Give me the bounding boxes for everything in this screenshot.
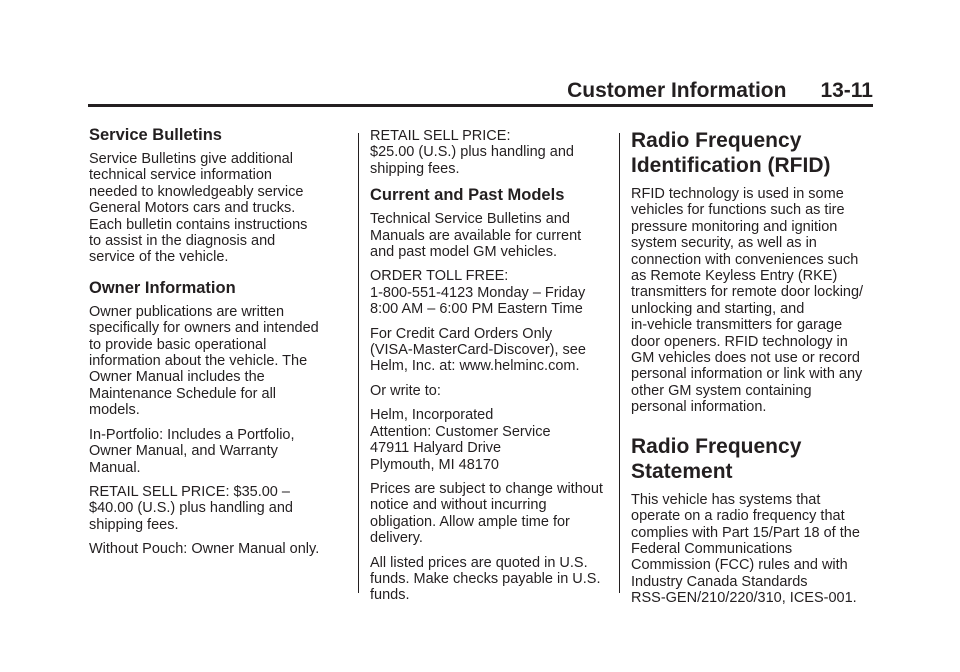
text-line: complies with Part 15/Part 18 of the: [631, 524, 860, 541]
paragraph-owner-information: [89, 304, 349, 419]
text-line: as Remote Keyless Entry (RKE): [631, 268, 838, 285]
text-line: information about the vehicle. The: [89, 353, 308, 370]
text-line: General Motors cars and trucks.: [89, 200, 296, 217]
paragraph-rfid: [631, 186, 891, 416]
column-3: [631, 128, 891, 615]
text-line: personal information or link with any: [631, 366, 863, 383]
text-line: Radio Frequency: [631, 434, 802, 458]
paragraph-write-to: [370, 383, 630, 399]
text-line: Industry Canada Standards: [631, 573, 808, 590]
column-1: [89, 125, 349, 566]
paragraph-retail-price-2: [370, 128, 630, 177]
text-line: operate on a radio frequency that: [631, 508, 845, 525]
header-rule: [88, 104, 873, 107]
paragraph-prices-subject: [370, 481, 630, 547]
column-divider-1: [358, 133, 359, 593]
text-line: to assist in the diagnosis and: [89, 233, 276, 250]
text-line: Service Bulletins give additional: [89, 151, 293, 167]
column-2: [370, 128, 630, 612]
text-line: Or write to:: [370, 382, 441, 399]
text-line: (VISA-MasterCard-Discover), see: [370, 342, 586, 359]
text-line: 1-800-551-4123 Monday – Friday: [370, 284, 586, 301]
text-line: personal information.: [631, 399, 767, 416]
text-line: funds. Make checks payable in U.S.: [370, 570, 601, 587]
heading-rfid: [631, 128, 891, 178]
text-line: Each bulletin contains instructions: [89, 216, 308, 233]
paragraph-retail-price-1: [89, 484, 349, 533]
section-title: Customer Information: [567, 79, 787, 102]
text-line: RETAIL SELL PRICE: $35.00 –: [89, 483, 290, 500]
text-line: unlocking and starting, and: [631, 300, 805, 317]
text-line: GM vehicles does not use or record: [631, 350, 860, 367]
text-line: $40.00 (U.S.) plus handling and: [89, 500, 293, 517]
text-line: RETAIL SELL PRICE:: [370, 128, 511, 144]
text-line: Owner publications are written: [89, 303, 285, 320]
text-line: specifically for owners and intended: [89, 320, 319, 337]
text-line: Radio Frequency: [631, 129, 802, 152]
text-line: system security, as well as in: [631, 235, 817, 252]
text-line: Commission (FCC) rules and with: [631, 557, 848, 574]
paragraph-credit-card: [370, 326, 630, 375]
paragraph-models: [370, 211, 630, 260]
text-line: ORDER TOLL FREE:: [370, 268, 509, 285]
heading-owner-information: Owner Information: [89, 278, 236, 297]
paragraph-address: [370, 407, 630, 473]
page-header: [0, 0, 960, 110]
text-line: notice and without incurring: [370, 497, 547, 514]
text-line: service of the vehicle.: [89, 249, 229, 266]
text-line: All listed prices are quoted in U.S.: [370, 554, 588, 571]
heading-radio-frequency-statement: [631, 434, 891, 484]
text-line: transmitters for remote door locking/: [631, 284, 864, 301]
text-line: Statement: [631, 459, 733, 483]
text-line: This vehicle has systems that: [631, 491, 821, 508]
text-line: Manual.: [89, 459, 141, 476]
text-line: Owner Manual, and Warranty: [89, 443, 278, 460]
text-line: Technical Service Bulletins and: [370, 211, 570, 228]
text-line: Helm, Incorporated: [370, 407, 494, 424]
text-line: vehicles for functions such as tire: [631, 202, 845, 219]
text-line: 8:00 AM – 6:00 PM Eastern Time: [370, 301, 583, 318]
text-line: Identification (RFID): [631, 154, 831, 177]
text-line: Manuals are available for current: [370, 227, 582, 244]
text-line: shipping fees.: [370, 160, 460, 177]
text-line: delivery.: [370, 530, 423, 547]
text-line: in-vehicle transmitters for garage: [631, 317, 843, 334]
paragraph-in-portfolio: [89, 427, 349, 476]
text-line: door openers. RFID technology in: [631, 333, 848, 350]
text-line: models.: [89, 402, 140, 419]
paragraph-radio-frequency-statement: [631, 492, 891, 607]
text-line: and past model GM vehicles.: [370, 244, 557, 261]
page-number: 13-11: [820, 79, 873, 102]
text-line: other GM system containing: [631, 382, 812, 399]
text-line: Attention: Customer Service: [370, 423, 551, 440]
text-line: pressure monitoring and ignition: [631, 218, 838, 235]
text-line: RSS-GEN/210/220/310, ICES-001.: [631, 590, 857, 607]
text-line: RFID technology is used in some: [631, 186, 844, 202]
text-line: Prices are subject to change without: [370, 480, 603, 497]
text-line: technical service information: [89, 167, 272, 184]
text-line: Owner Manual includes the: [89, 369, 265, 386]
paragraph-service-bulletins: [89, 151, 349, 266]
text-line: Without Pouch: Owner Manual only.: [89, 541, 320, 558]
text-line: $25.00 (U.S.) plus handling and: [370, 144, 574, 161]
heading-service-bulletins: Service Bulletins: [89, 126, 222, 144]
heading-current-past-models: Current and Past Models: [370, 186, 565, 205]
text-line: to provide basic operational: [89, 336, 267, 353]
text-line: Helm, Inc. at: www.helminc.com.: [370, 358, 580, 375]
text-line: Federal Communications: [631, 540, 793, 557]
text-line: obligation. Allow ample time for: [370, 513, 570, 530]
header-text: [567, 79, 873, 103]
paragraph-order-toll-free: [370, 268, 630, 317]
text-line: In-Portfolio: Includes a Portfolio,: [89, 426, 295, 443]
text-line: funds.: [370, 587, 410, 604]
text-line: For Credit Card Orders Only: [370, 325, 553, 342]
text-line: connection with conveniences such: [631, 251, 859, 268]
text-line: Maintenance Schedule for all: [89, 385, 277, 402]
paragraph-without-pouch: [89, 541, 349, 557]
text-line: Plymouth, MI 48170: [370, 456, 499, 473]
text-line: needed to knowledgeably service: [89, 183, 304, 200]
text-line: shipping fees.: [89, 516, 179, 533]
text-line: 47911 Halyard Drive: [370, 440, 502, 457]
paragraph-listed-prices: [370, 555, 630, 604]
